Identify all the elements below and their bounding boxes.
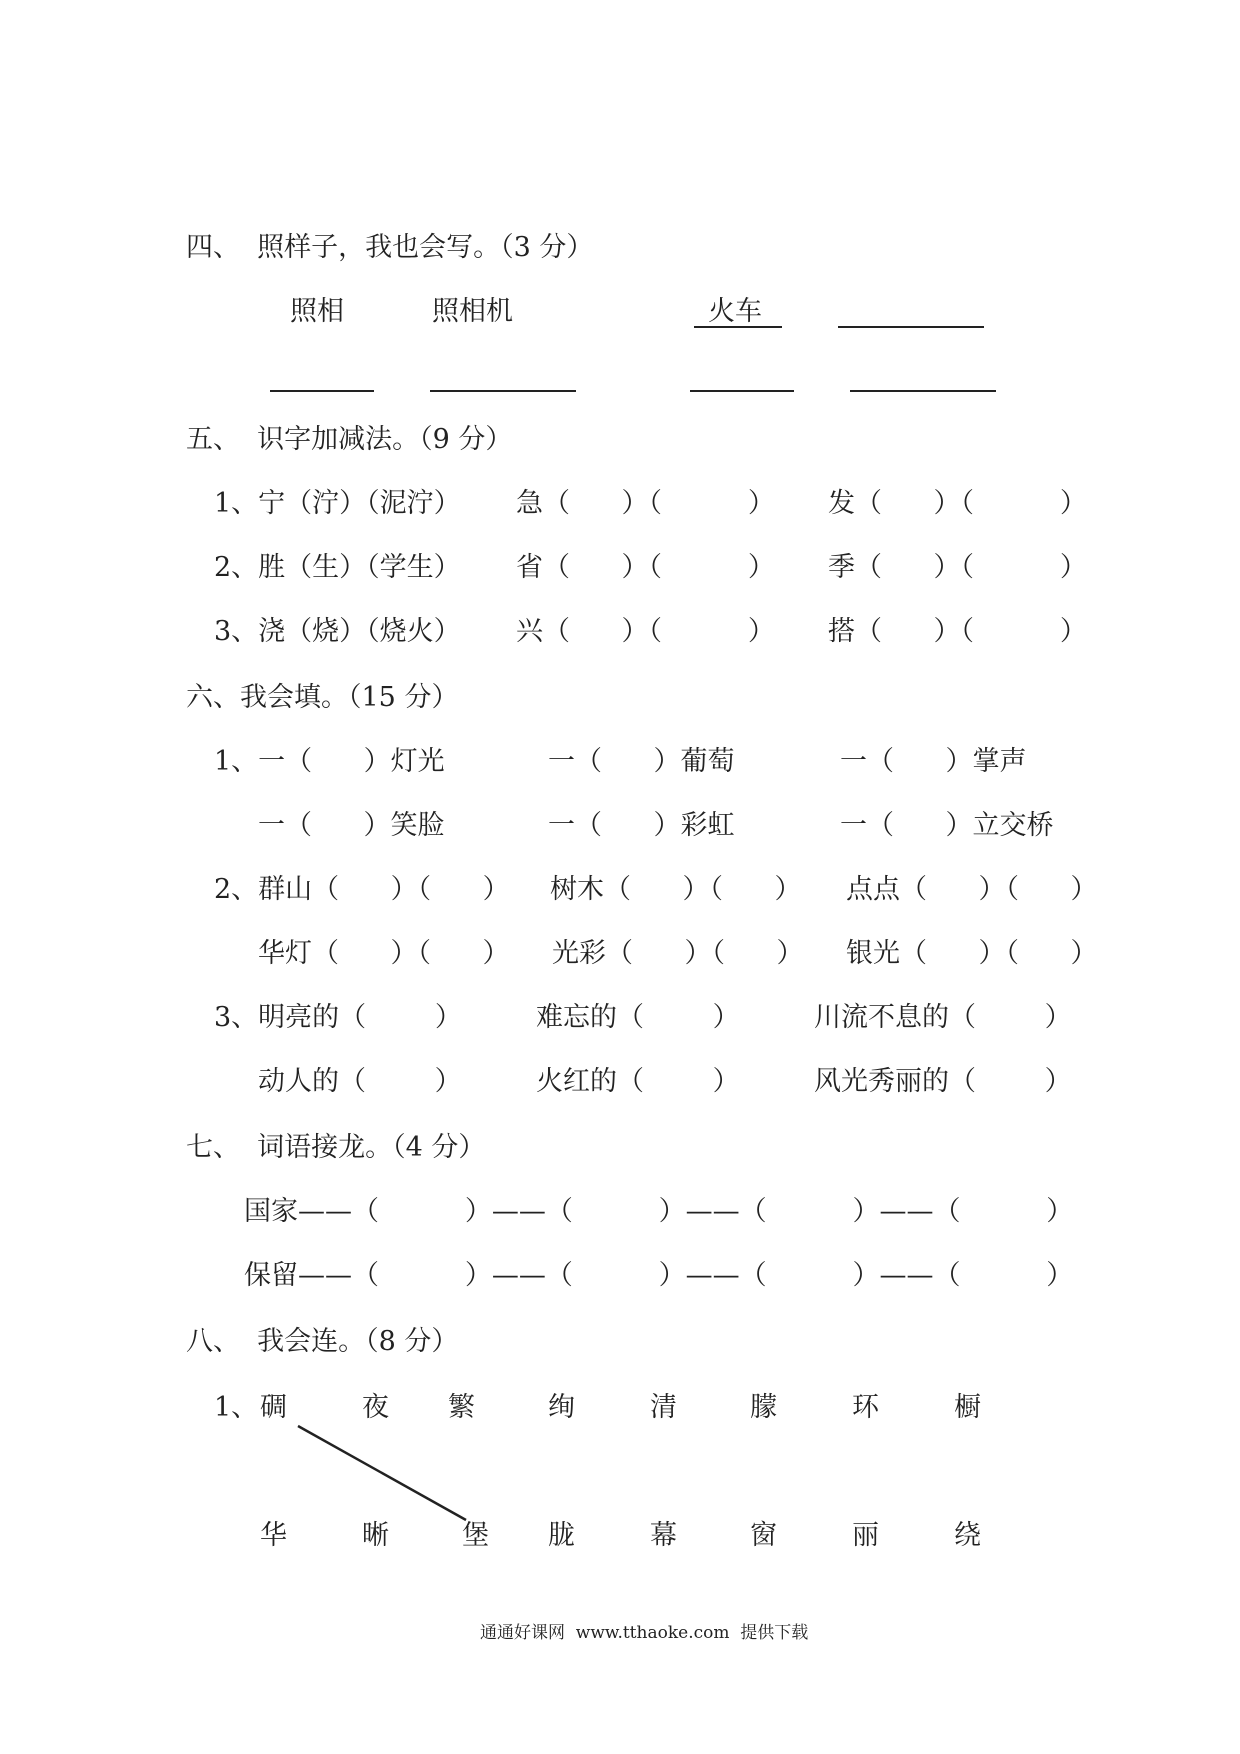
section-5-title: 五、 识字加减法。（9 分） [186, 424, 513, 455]
fill-item[interactable]: 点点（ ）（ ） [846, 874, 1098, 905]
fill-item[interactable]: 一（ ）掌声 [840, 746, 1027, 777]
top-char[interactable]: 橱 [954, 1392, 981, 1423]
fill-item[interactable]: 华灯（ ）（ ） [258, 938, 510, 969]
bottom-char[interactable]: 幕 [650, 1520, 677, 1551]
top-char[interactable]: 繁 [448, 1392, 475, 1423]
example-row-2: 2、胜（生）（学生） [214, 552, 461, 583]
top-char[interactable]: 夜 [362, 1392, 389, 1423]
bottom-char[interactable]: 堡 [462, 1520, 489, 1551]
fill-item[interactable]: 一（ ）葡萄 [548, 746, 735, 777]
fill-item[interactable]: 难忘的（ ） [536, 1002, 740, 1033]
example-row-1: 1、宁（泞）（泥泞） [214, 488, 461, 519]
prompt-word: 火车 [708, 296, 762, 327]
footer-credit: 通通好课网 www.tthaoke.com 提供下载 [480, 1623, 809, 1643]
fill-item[interactable]: 一（ ）立交桥 [840, 810, 1054, 841]
example-row-3: 3、浇（烧）（烧火） [214, 616, 461, 647]
bottom-char[interactable]: 晰 [362, 1520, 389, 1551]
bottom-char[interactable]: 华 [260, 1520, 287, 1551]
bottom-char[interactable]: 窗 [750, 1520, 777, 1551]
top-char[interactable]: 绚 [548, 1392, 575, 1423]
fill-item[interactable]: 川流不息的（ ） [814, 1002, 1072, 1033]
fill-item[interactable]: 一（ ）笑脸 [258, 810, 445, 841]
top-char[interactable]: 清 [650, 1392, 677, 1423]
section-6-title: 六、我会填。（15 分） [186, 682, 459, 713]
fill-item[interactable]: 搭（ ）（ ） [828, 616, 1087, 647]
section-4-title: 四、 照样子，我也会写。（3 分） [186, 232, 594, 263]
fill-item[interactable]: 2、群山（ ）（ ） [214, 874, 510, 905]
top-char[interactable]: 碉 [260, 1392, 287, 1423]
word-chain-row-1[interactable]: 国家——（ ）——（ ）——（ ）——（ ） [244, 1196, 1074, 1227]
word-chain-row-2[interactable]: 保留——（ ）——（ ）——（ ）——（ ） [244, 1260, 1074, 1291]
bottom-char[interactable]: 绕 [954, 1520, 981, 1551]
example-word: 照相 [290, 296, 344, 327]
fill-item[interactable]: 银光（ ）（ ） [846, 938, 1098, 969]
section-7-title: 七、 词语接龙。（4 分） [186, 1132, 486, 1163]
fill-item[interactable]: 树木（ ）（ ） [550, 874, 802, 905]
bottom-char[interactable]: 胧 [548, 1520, 575, 1551]
fill-item[interactable]: 风光秀丽的（ ） [814, 1066, 1072, 1097]
fill-item[interactable]: 光彩（ ）（ ） [552, 938, 804, 969]
top-char[interactable]: 朦 [750, 1392, 777, 1423]
example-connection-line [298, 1426, 466, 1520]
section-8-title: 八、 我会连。（8 分） [186, 1326, 459, 1357]
fill-item[interactable]: 发（ ）（ ） [828, 488, 1087, 519]
top-row-prefix: 1、 [214, 1392, 259, 1423]
fill-item[interactable]: 3、明亮的（ ） [214, 1002, 462, 1033]
top-char[interactable]: 环 [852, 1392, 879, 1423]
fill-item[interactable]: 一（ ）彩虹 [548, 810, 735, 841]
fill-item[interactable]: 动人的（ ） [258, 1066, 462, 1097]
fill-item[interactable]: 季（ ）（ ） [828, 552, 1087, 583]
fill-item[interactable]: 火红的（ ） [536, 1066, 740, 1097]
fill-item[interactable]: 急（ ）（ ） [516, 488, 775, 519]
bottom-char[interactable]: 丽 [852, 1520, 879, 1551]
fill-item[interactable]: 省（ ）（ ） [516, 552, 775, 583]
example-extended-word: 照相机 [432, 296, 513, 327]
fill-item[interactable]: 1、一（ ）灯光 [214, 746, 445, 777]
fill-item[interactable]: 兴（ ）（ ） [516, 616, 775, 647]
